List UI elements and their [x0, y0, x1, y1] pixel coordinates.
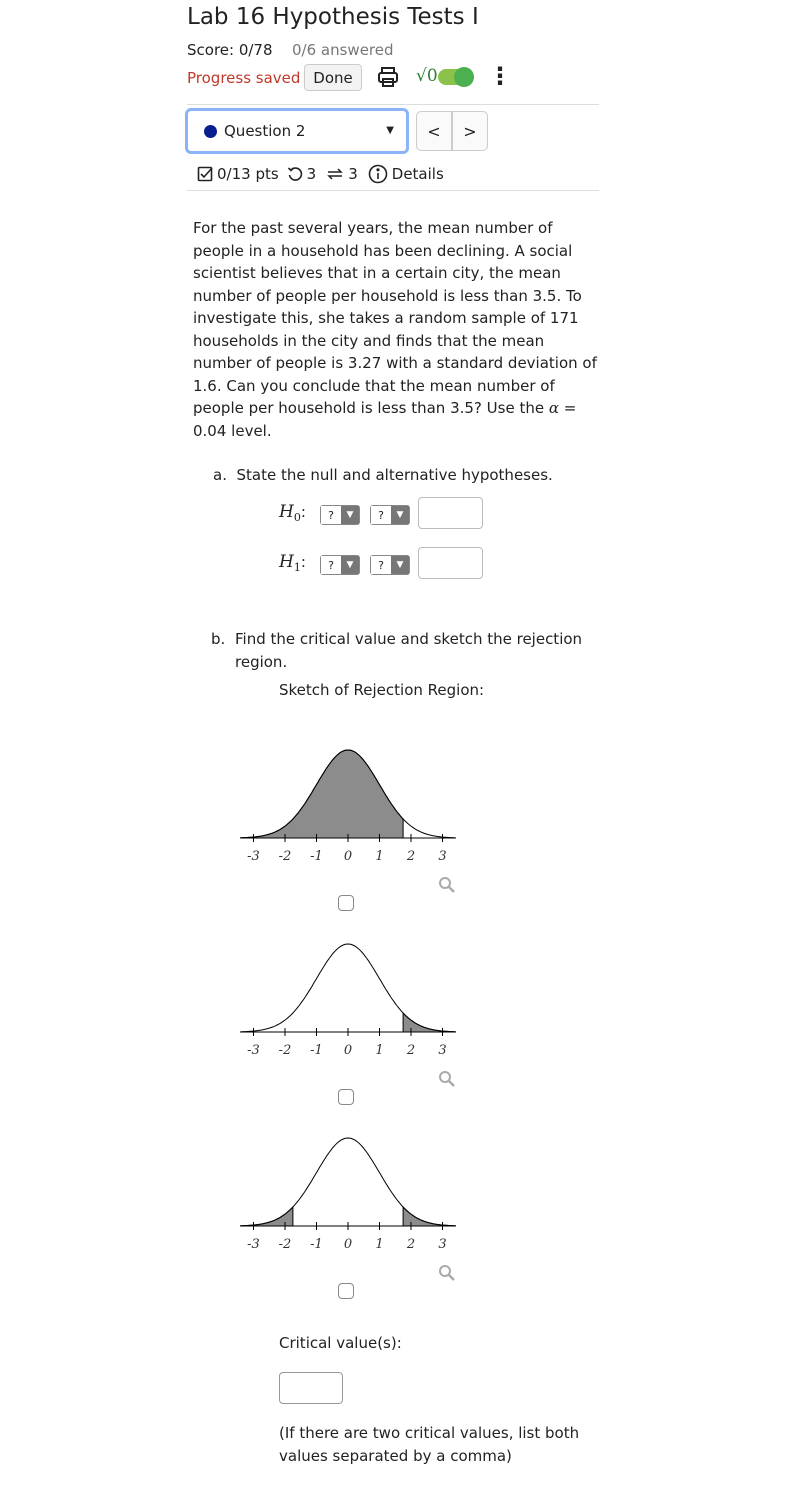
- h0-operator-select[interactable]: [370, 505, 410, 525]
- rejection-region-option-two-tailed: [238, 1133, 458, 1253]
- x-tick-label: 2: [406, 1237, 416, 1252]
- chevron-down-icon: ▼: [386, 125, 394, 136]
- h0-label: [279, 502, 306, 524]
- select-placeholder: ?: [321, 506, 341, 524]
- part-b-text: Find the critical value and sketch the rejection region.: [235, 630, 583, 671]
- question-body: For the past several years, the mean number of people in a household has been declining. A social scientist believes that in a certain city, the mean number of people per household is less than 3.5. To investigate this, she takes a random sample of 171 households in the city and finds that the mean number of people is 3.27 with a standard deviation of 1.6. Can you conclude that the mean number of people per household is less than 3.5? Use the: [193, 219, 597, 417]
- x-tick-label: 1: [375, 849, 384, 864]
- critical-value-note: (If there are two critical values, list both values separated by a comma): [279, 1424, 580, 1465]
- math-toggle[interactable]: [438, 69, 472, 85]
- h0-parameter-select[interactable]: [320, 505, 360, 525]
- normal-curve: [241, 944, 455, 1032]
- next-question-button[interactable]: >: [452, 111, 488, 151]
- progress-saved-status: Progress saved: [187, 69, 301, 87]
- part-b-letter: b.: [211, 630, 226, 648]
- option-right-checkbox[interactable]: [338, 1089, 354, 1105]
- x-tick-label: -3: [247, 1043, 260, 1058]
- zoom-icon[interactable]: [438, 876, 456, 894]
- page-title: Lab 16 Hypothesis Tests I: [187, 4, 479, 30]
- select-placeholder: ?: [321, 556, 341, 574]
- chevron-down-icon: ▼: [391, 506, 409, 524]
- option-two-tailed-checkbox[interactable]: [338, 1283, 354, 1299]
- more-menu-icon[interactable]: ⋮: [488, 62, 512, 90]
- h1-subscript: 1: [293, 561, 301, 575]
- x-tick-label: 2: [406, 849, 416, 864]
- normal-curve: [241, 1138, 455, 1226]
- part-a-prompt: [213, 466, 553, 484]
- question-info-bar: [197, 164, 444, 184]
- h1-value-input[interactable]: [418, 547, 483, 579]
- h0-letter: H: [279, 502, 294, 522]
- h1-letter: H: [279, 552, 294, 572]
- select-placeholder: ?: [371, 506, 391, 524]
- x-tick-label: 2: [406, 1043, 416, 1058]
- attempts-count: 3: [348, 165, 358, 183]
- math-entry-icon: √0: [416, 66, 438, 86]
- details-link[interactable]: Details: [391, 165, 444, 183]
- x-tick-label: -2: [278, 1237, 292, 1252]
- h1-colon: :: [300, 553, 306, 571]
- x-tick-label: -1: [310, 1043, 323, 1058]
- score-text: Score: 0/78: [187, 41, 273, 59]
- chevron-down-icon: ▼: [341, 556, 359, 574]
- question-text: [193, 217, 603, 442]
- zoom-icon[interactable]: [438, 1070, 456, 1088]
- points-text: 0/13 pts: [217, 165, 279, 183]
- question-alpha-level: = 0.04 level.: [193, 399, 577, 440]
- done-button[interactable]: Done: [304, 64, 362, 91]
- checkbox-score-icon: [197, 166, 213, 182]
- x-tick-label: 0: [343, 1043, 353, 1058]
- divider: [187, 190, 599, 191]
- print-icon[interactable]: [376, 65, 400, 89]
- x-tick-label: 0: [343, 1237, 353, 1252]
- x-tick-label: 3: [438, 849, 447, 864]
- option-left-checkbox[interactable]: [338, 895, 354, 911]
- h0-colon: :: [300, 503, 306, 521]
- x-tick-label: -1: [310, 849, 323, 864]
- critical-value-label: Critical value(s):: [279, 1334, 402, 1352]
- prev-question-button[interactable]: <: [416, 111, 452, 151]
- retries-count: 3: [306, 165, 317, 183]
- question-select-label: Question 2: [224, 122, 306, 140]
- select-placeholder: ?: [371, 556, 391, 574]
- x-tick-label: -3: [247, 849, 260, 864]
- x-tick-label: 3: [438, 1237, 447, 1252]
- part-a-text: State the null and alternative hypotheses.: [236, 466, 553, 484]
- info-icon[interactable]: [368, 164, 388, 184]
- sketch-label: Sketch of Rejection Region:: [279, 681, 485, 699]
- x-tick-label: 3: [438, 1043, 447, 1058]
- h1-label: [279, 552, 306, 574]
- rejection-region-option-right: [238, 939, 458, 1059]
- question-status-dot: [204, 125, 217, 138]
- attempts-icon: [326, 166, 344, 182]
- x-tick-label: 1: [375, 1043, 384, 1058]
- divider: [187, 104, 599, 105]
- x-tick-label: 1: [375, 1237, 384, 1252]
- h0-subscript: 0: [293, 511, 301, 525]
- x-tick-label: 0: [343, 849, 353, 864]
- h1-parameter-select[interactable]: [320, 555, 360, 575]
- part-b-prompt: [211, 628, 601, 674]
- part-a-letter: a.: [213, 466, 227, 484]
- chevron-down-icon: ▼: [391, 556, 409, 574]
- chevron-down-icon: ▼: [341, 506, 359, 524]
- rejection-region-option-left: [238, 745, 458, 865]
- question-select[interactable]: [185, 108, 409, 154]
- rejection-region-left: [241, 750, 403, 838]
- x-tick-label: -3: [247, 1237, 260, 1252]
- x-tick-label: -1: [310, 1237, 323, 1252]
- h1-operator-select[interactable]: [370, 555, 410, 575]
- x-tick-label: -2: [278, 1043, 292, 1058]
- critical-value-input[interactable]: [279, 1372, 343, 1404]
- answered-count: 0/6 answered: [292, 41, 394, 59]
- h0-value-input[interactable]: [418, 497, 483, 529]
- zoom-icon[interactable]: [438, 1264, 456, 1282]
- x-tick-label: -2: [278, 849, 292, 864]
- alpha-symbol: α: [548, 399, 559, 417]
- retry-icon: [287, 166, 303, 182]
